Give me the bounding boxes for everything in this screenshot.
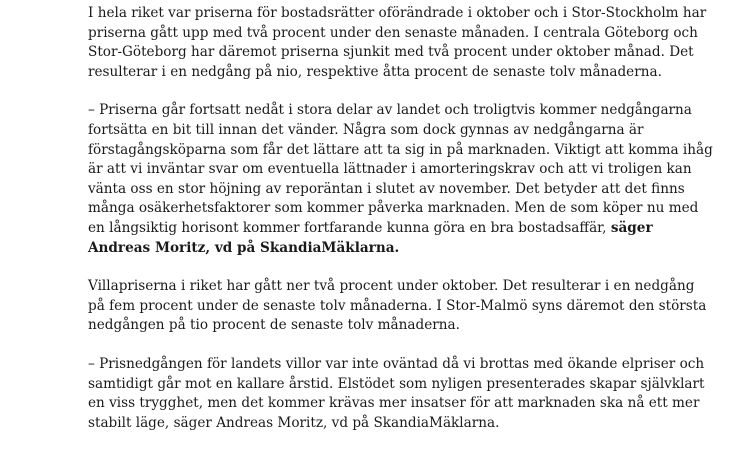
text-line: vänta oss en stor höjning av reporäntan i slutet av november. Det betyder att det finns (88, 180, 685, 197)
text-line: resulterar i en nedgång på nio, respektive åtta procent de senaste tolv månaderna. (88, 63, 662, 80)
text-line: en viss trygghet, men det kommer krävas mer insatser för att marknaden ska nå ett mer (88, 395, 700, 412)
quote-attribution-verb: säger (610, 219, 653, 236)
paragraph-villapriser (88, 277, 708, 336)
text-line: I hela riket var priserna för bostadsrätter oförändrade i oktober och i Stor-Stockholm har (88, 5, 707, 21)
paragraph-quote-bostadsratter (88, 101, 713, 258)
text-line: stabilt läge, säger Andreas Moritz, vd på SkandiaMäklarna. (88, 414, 500, 431)
text-line: – Priserna går fortsatt nedåt i stora delar av landet och troligtvis kommer nedgångarna (88, 102, 692, 119)
text-line: Stor-Göteborg har däremot priserna sjunkit med två procent under oktober månad. Det (88, 44, 694, 61)
text-line: fortsätta en bit till innan det vänder. Några som dock gynnas av nedgångarna är (88, 121, 644, 138)
text-line: priserna gått upp med två procent under den senaste månaden. I centrala Göteborg och (88, 24, 698, 41)
paragraph-quote-villor (88, 355, 708, 433)
text-line: är att vi inväntar svar om eventuella lättnader i amorteringskrav och att vi troligen kan (88, 161, 692, 178)
quote-attribution: Andreas Moritz, vd på SkandiaMäklarna. (88, 239, 400, 256)
text-line (88, 219, 708, 239)
text-line: – Prisnedgången för landets villor var inte oväntad då vi brottas med ökande elpriser och (88, 355, 705, 372)
text-line-content: en långsiktig horisont kommer fortfarande kunna göra en bra bostadsaffär, (88, 219, 607, 236)
paragraph-bostadsratter (88, 4, 708, 82)
text-line: på fem procent under de senaste tolv månaderna. I Stor-Malmö syns däremot den största (88, 297, 707, 314)
text-line: många osäkerhetsfaktorer som kommer påverka marknaden. Men de som köper nu med (88, 200, 699, 217)
text-line: samtidigt går mot en kallare årstid. Elstödet som nyligen presenterades skapar självklart (88, 375, 705, 392)
text-line: Villapriserna i riket har gått ner två procent under oktober. Det resulterar i en nedgång (88, 278, 695, 295)
article-body (88, 4, 713, 452)
text-line: nedgången på tio procent de senaste tolv månaderna. (88, 317, 460, 334)
text-line: förstagångsköparna som får det lättare att ta sig in på marknaden. Viktigt att komma ihåg (88, 141, 713, 158)
